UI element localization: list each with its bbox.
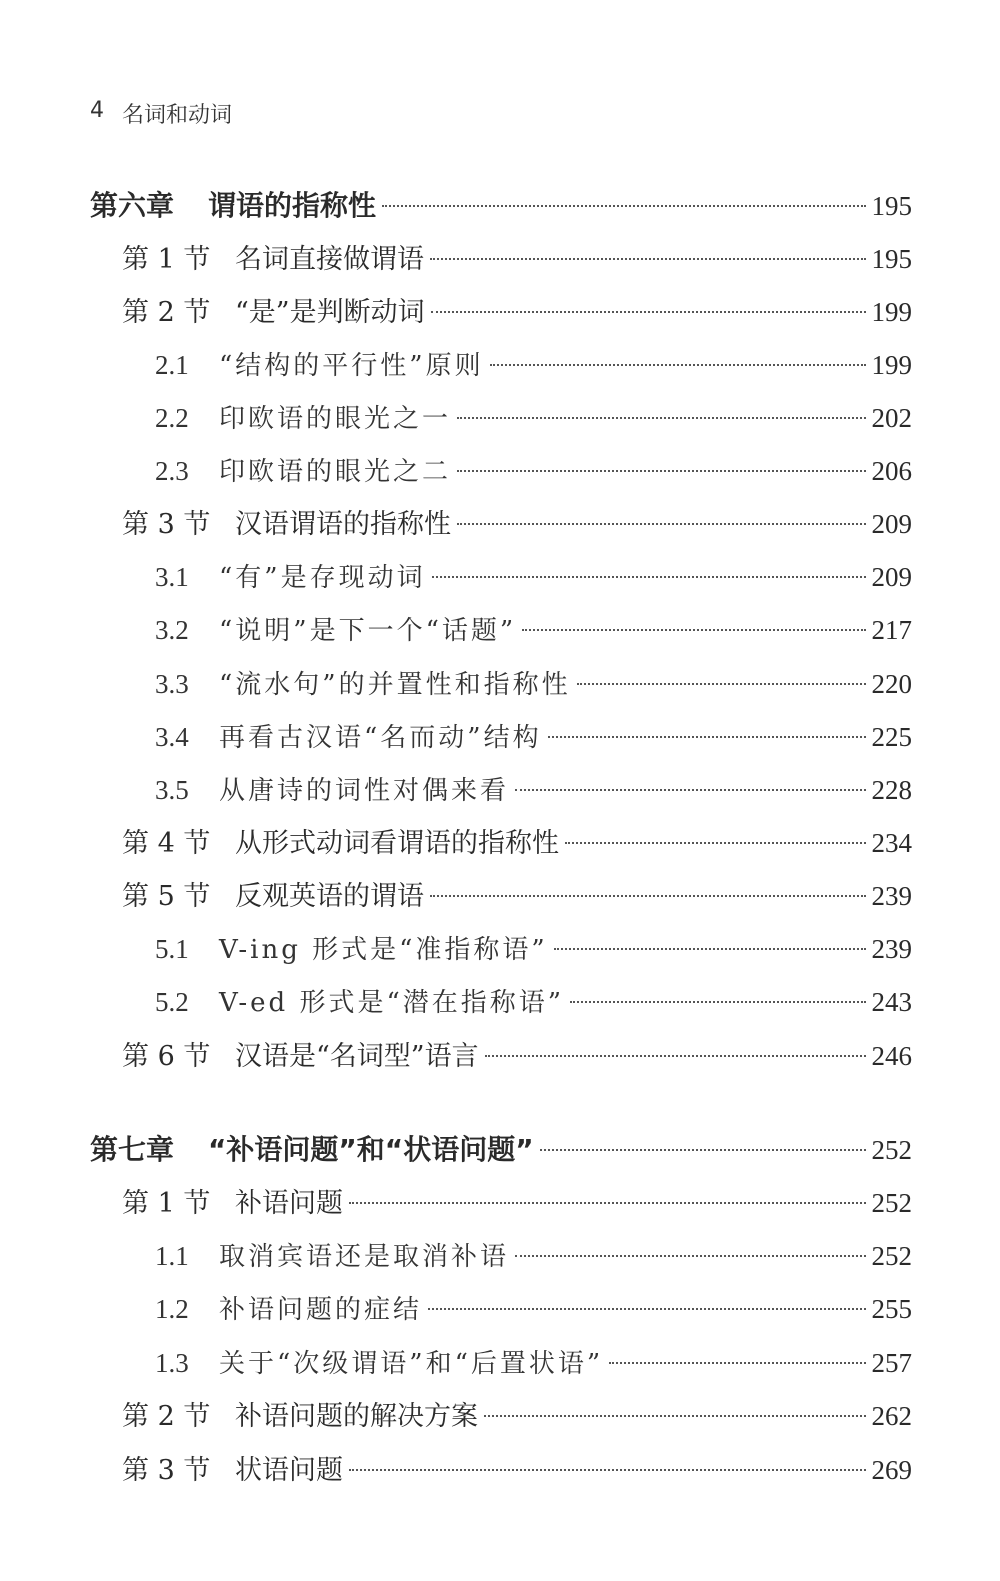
dot-leader xyxy=(565,842,866,844)
dot-leader xyxy=(548,736,866,738)
dot-leader xyxy=(430,258,866,260)
toc-entry[interactable] xyxy=(155,1343,912,1383)
page-ref: 228 xyxy=(871,775,912,805)
dot-leader xyxy=(490,364,866,366)
entry-number: 3.2 xyxy=(155,615,189,645)
toc-entry[interactable] xyxy=(122,239,912,279)
entry-title: “有”是存现动词 xyxy=(219,563,426,593)
page-ref: 209 xyxy=(871,509,912,539)
toc-entry[interactable] xyxy=(122,1183,912,1223)
entry-number: 2.1 xyxy=(155,350,189,380)
dot-leader xyxy=(577,683,866,685)
toc-entry[interactable] xyxy=(155,557,912,597)
page-ref: 206 xyxy=(871,456,912,486)
entry-title: 印欧语的眼光之二 xyxy=(219,457,452,487)
entry-title: 关于“次级谓语”和“后置状语” xyxy=(219,1349,604,1379)
entry-title: 从唐诗的词性对偶来看 xyxy=(219,776,510,806)
dot-leader xyxy=(485,1055,866,1057)
entry-number: 第 1 节 xyxy=(122,1188,211,1219)
entry-number: 1.2 xyxy=(155,1294,189,1324)
entry-title: “流水句”的并置性和指称性 xyxy=(219,670,571,700)
toc-entry[interactable] xyxy=(122,292,912,332)
entry-number: 3.5 xyxy=(155,775,189,805)
dot-leader xyxy=(515,1255,865,1257)
entry-number: 第 6 节 xyxy=(122,1041,211,1072)
entry-number: 3.3 xyxy=(155,669,189,699)
entry-number: 第 2 节 xyxy=(122,1401,211,1432)
entry-title: 补语问题的解决方案 xyxy=(235,1401,478,1432)
toc-entry[interactable] xyxy=(155,982,912,1022)
page-number: 4 xyxy=(90,98,104,123)
entry-number: 1.3 xyxy=(155,1348,189,1378)
page-ref: 257 xyxy=(871,1348,912,1378)
toc-entry[interactable] xyxy=(122,1396,912,1436)
entry-number: 3.1 xyxy=(155,562,189,592)
toc-entry[interactable] xyxy=(122,1450,912,1490)
dot-leader xyxy=(554,948,866,950)
page-ref: 262 xyxy=(871,1401,912,1431)
entry-title: 汉语是“名词型”语言 xyxy=(235,1041,479,1072)
page-ref: 234 xyxy=(871,828,912,858)
entry-number: 1.1 xyxy=(155,1241,189,1271)
dot-leader xyxy=(431,311,866,313)
dot-leader xyxy=(432,576,866,578)
toc-entry[interactable] xyxy=(155,345,912,385)
toc-chapter-7[interactable] xyxy=(90,1130,912,1170)
entry-title: 名词直接做谓语 xyxy=(235,244,424,275)
toc-entry[interactable] xyxy=(155,664,912,704)
dot-leader xyxy=(382,205,865,207)
dot-leader xyxy=(484,1415,866,1417)
page-ref: 195 xyxy=(871,244,912,274)
entry-number: 2.3 xyxy=(155,456,189,486)
entry-number: 第 2 节 xyxy=(122,297,211,328)
page-ref: 195 xyxy=(871,191,912,221)
page-ref: 199 xyxy=(871,350,912,380)
entry-title: 补语问题 xyxy=(235,1188,343,1219)
page-ref: 239 xyxy=(871,881,912,911)
page-ref: 252 xyxy=(871,1188,912,1218)
toc-entry[interactable] xyxy=(122,504,912,544)
entry-number: 3.4 xyxy=(155,722,189,752)
page-ref: 239 xyxy=(871,934,912,964)
dot-leader xyxy=(349,1469,866,1471)
page-ref: 246 xyxy=(871,1041,912,1071)
entry-title: 再看古汉语“名而动”结构 xyxy=(219,723,542,753)
entry-number: 第 5 节 xyxy=(122,881,211,912)
entry-number: 第 4 节 xyxy=(122,828,211,859)
entry-number: 5.1 xyxy=(155,934,189,964)
dot-leader xyxy=(457,417,865,419)
chapter-title: “补语问题”和“状语问题” xyxy=(208,1133,534,1166)
toc-entry[interactable] xyxy=(122,876,912,916)
page-ref: 252 xyxy=(871,1135,912,1165)
page-ref: 243 xyxy=(871,987,912,1017)
toc-entry[interactable] xyxy=(122,823,912,863)
entry-title: 取消宾语还是取消补语 xyxy=(219,1242,510,1272)
toc-entry[interactable] xyxy=(155,1289,912,1329)
chapter-number: 第七章 xyxy=(90,1133,175,1166)
dot-leader xyxy=(457,523,866,525)
page-ref: 209 xyxy=(871,562,912,592)
toc-entry[interactable] xyxy=(155,451,912,491)
entry-title: 状语问题 xyxy=(235,1455,343,1486)
toc-entry[interactable] xyxy=(155,717,912,757)
entry-title: 汉语谓语的指称性 xyxy=(235,509,451,540)
entry-title: 补语问题的症结 xyxy=(219,1295,423,1325)
page-ref: 252 xyxy=(871,1241,912,1271)
page-ref: 255 xyxy=(871,1294,912,1324)
dot-leader xyxy=(428,1308,865,1310)
chapter-number: 第六章 xyxy=(90,189,175,222)
dot-leader xyxy=(349,1202,866,1204)
toc-entry[interactable] xyxy=(155,398,912,438)
page-ref: 269 xyxy=(871,1455,912,1485)
running-title: 名词和动词 xyxy=(122,103,233,128)
chapter-title: 谓语的指称性 xyxy=(208,189,377,222)
entry-number: 第 3 节 xyxy=(122,1455,211,1486)
toc-entry[interactable] xyxy=(155,929,912,969)
entry-title: V-ed 形式是“潜在指称语” xyxy=(219,988,565,1018)
entry-title: 反观英语的谓语 xyxy=(235,881,424,912)
toc-entry[interactable] xyxy=(155,770,912,810)
dot-leader xyxy=(515,789,865,791)
toc-entry[interactable] xyxy=(155,1236,912,1276)
toc-chapter-6[interactable] xyxy=(90,186,912,226)
entry-number: 2.2 xyxy=(155,403,189,433)
entry-title: 印欧语的眼光之一 xyxy=(219,404,452,434)
page-ref: 220 xyxy=(871,669,912,699)
page-ref: 199 xyxy=(871,297,912,327)
entry-title: “说明”是下一个“话题” xyxy=(219,616,517,646)
dot-leader xyxy=(570,1001,865,1003)
toc-entry[interactable] xyxy=(155,610,912,650)
entry-number: 第 1 节 xyxy=(122,244,211,275)
entry-title: “是”是判断动词 xyxy=(235,297,425,328)
page-ref: 217 xyxy=(871,615,912,645)
entry-title: “结构的平行性”原则 xyxy=(219,351,484,381)
entry-title: 从形式动词看谓语的指称性 xyxy=(235,828,559,859)
dot-leader xyxy=(457,470,865,472)
entry-title: V-ing 形式是“准指称语” xyxy=(219,935,548,965)
running-header xyxy=(90,98,232,129)
dot-leader xyxy=(430,895,866,897)
dot-leader xyxy=(540,1149,866,1151)
dot-leader xyxy=(522,629,865,631)
toc-entry[interactable] xyxy=(122,1036,912,1076)
page-ref: 225 xyxy=(871,722,912,752)
entry-number: 第 3 节 xyxy=(122,509,211,540)
entry-number: 5.2 xyxy=(155,987,189,1017)
dot-leader xyxy=(609,1362,865,1364)
page-ref: 202 xyxy=(871,403,912,433)
